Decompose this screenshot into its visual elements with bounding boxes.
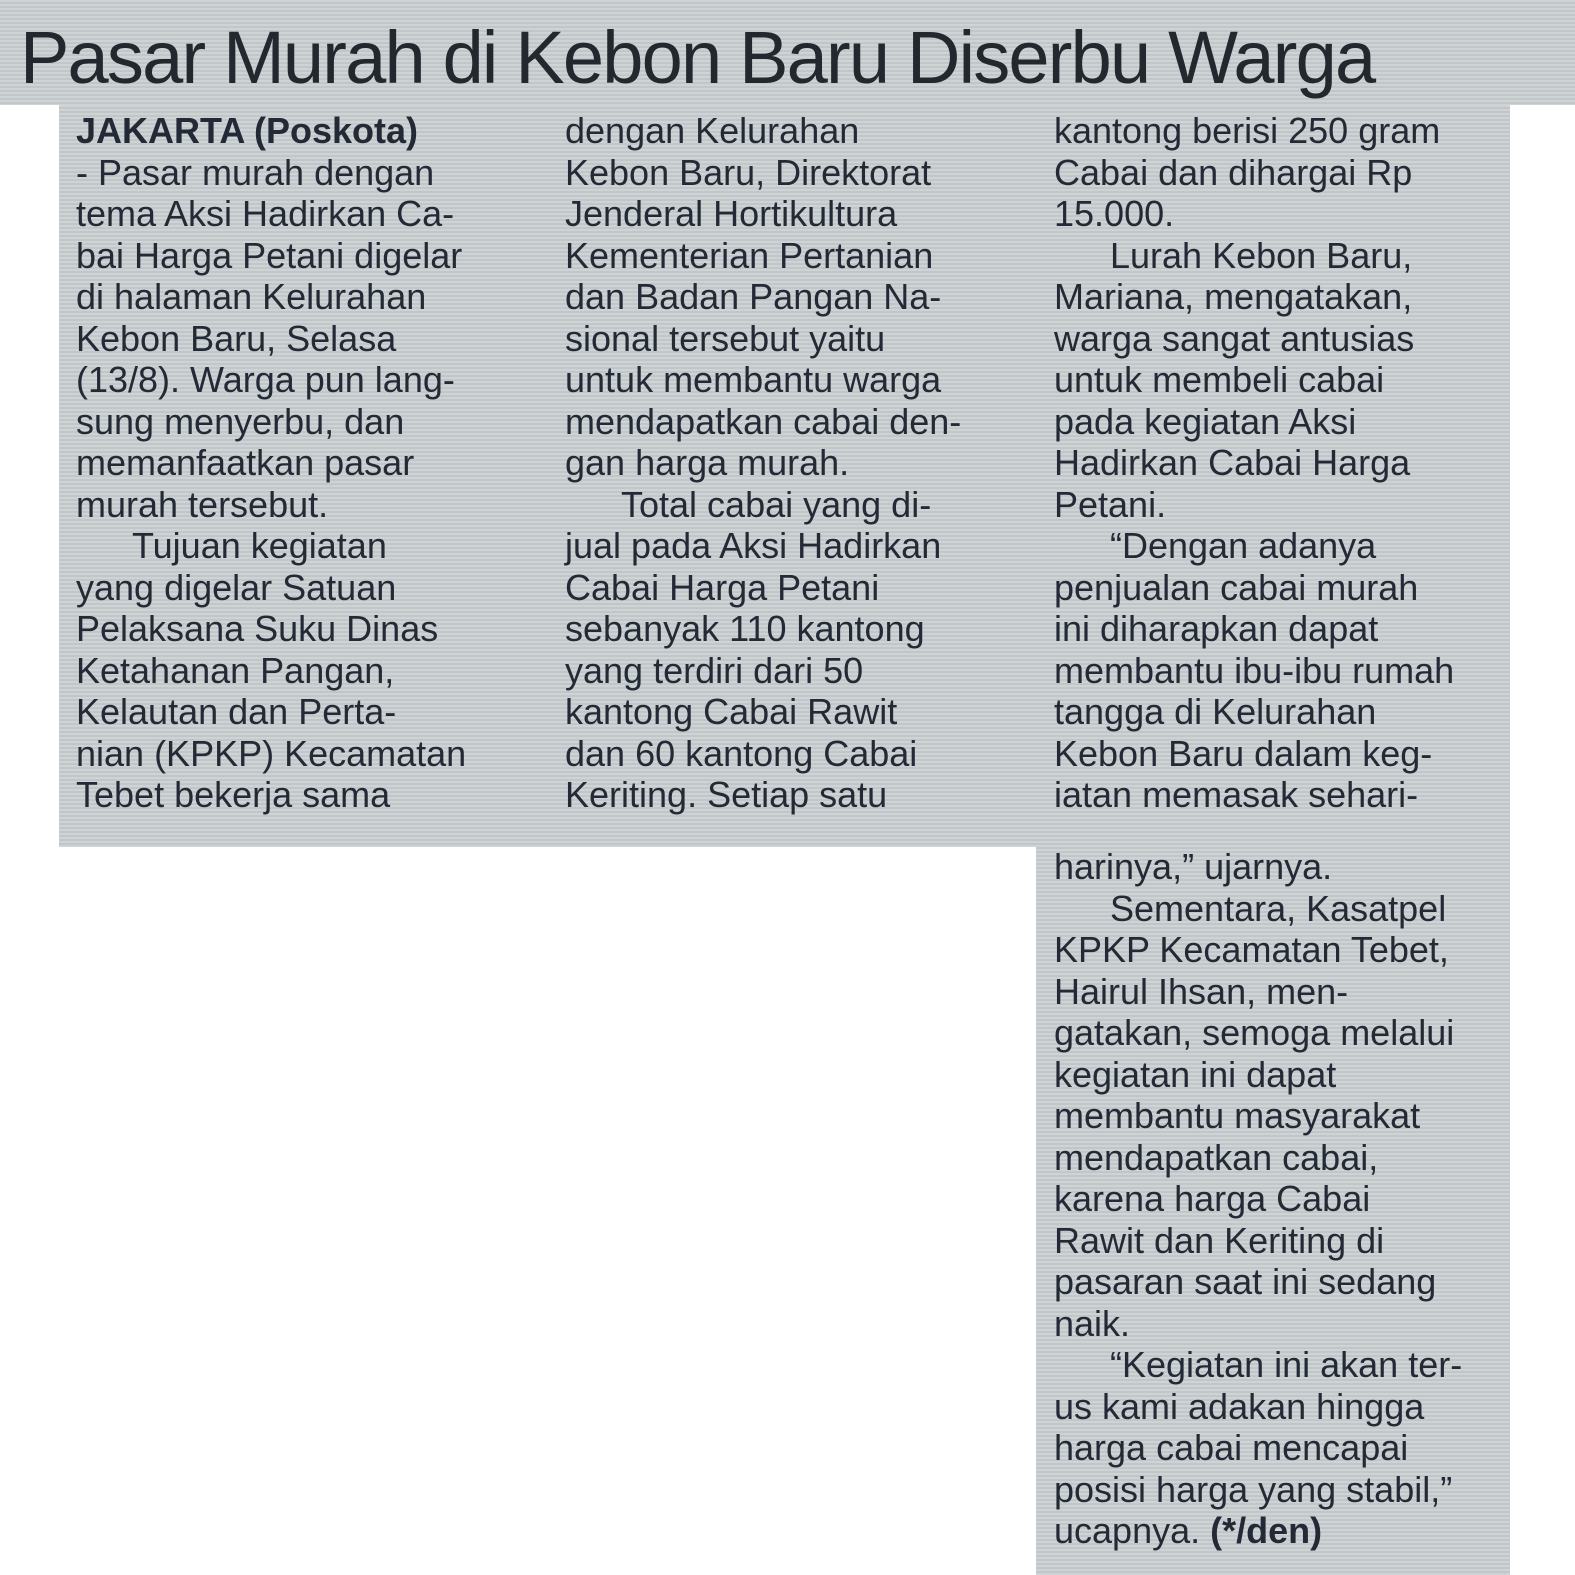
text-line: Pelaksana Suku Dinas [76, 608, 439, 649]
paragraph-start-line: Tujuan kegiatan [132, 525, 387, 566]
text-line: - Pasar murah dengan [76, 151, 435, 193]
text-line: Cabai dan dihargai Rp [1054, 151, 1413, 193]
article-column-1 [76, 110, 466, 816]
text-line: yang digelar Satuan [76, 566, 397, 608]
paragraph-start-line: Total cabai yang di- [621, 483, 932, 525]
article-column-3-top [1054, 110, 1454, 816]
text-line: iatan memasak sehari- [1054, 774, 1419, 815]
text-line: Tebet bekerja sama [76, 774, 391, 815]
text-line: tangga di Kelurahan [1054, 691, 1377, 732]
article-column-3-bottom [1054, 846, 1462, 1552]
text-line: jual pada Aksi Hadirkan [565, 525, 942, 566]
text-line: Kementerian Pertanian [565, 234, 934, 276]
text-line: mendapatkan cabai den- [565, 400, 962, 442]
text-line: Ketahanan Pangan, [76, 649, 395, 691]
text-line: Kebon Baru dalam keg- [1054, 732, 1433, 774]
text-line: warga sangat antusias [1054, 317, 1415, 359]
text-line: Kelautan dan Perta- [76, 691, 397, 732]
text-line: yang terdiri dari 50 [565, 649, 864, 691]
text-line: nian (KPKP) Kecamatan [76, 732, 467, 774]
text-line: sung menyerbu, dan [76, 400, 405, 442]
text-line: pasaran saat ini sedang [1054, 1261, 1437, 1302]
paragraph-start-line: “Dengan adanya [1110, 525, 1377, 566]
text-line: untuk membantu warga [565, 359, 942, 400]
text-line: penjualan cabai murah [1054, 566, 1419, 608]
text-line: di halaman Kelurahan [76, 276, 427, 317]
text-line: Mariana, mengatakan, [1054, 276, 1413, 317]
text-line: gatakan, semoga melalui [1054, 1012, 1455, 1053]
text-line: 15.000. [1054, 193, 1175, 234]
text-line: membantu ibu-ibu rumah [1054, 649, 1455, 691]
text-line: Keriting. Setiap satu [565, 774, 888, 815]
text-line: posisi harga yang stabil,” [1054, 1468, 1453, 1510]
paragraph-start-line: Sementara, Kasatpel [1110, 887, 1447, 929]
paragraph-start-line: Lurah Kebon Baru, [1110, 234, 1413, 276]
text-line: murah tersebut. [76, 483, 329, 525]
text-line: dan Badan Pangan Na- [565, 276, 942, 317]
text-line: ini diharapkan dapat [1054, 608, 1379, 649]
text-line: membantu masyarakat [1054, 1095, 1421, 1136]
text-line: naik. [1054, 1302, 1131, 1344]
text-line: karena harga Cabai [1054, 1178, 1371, 1219]
text-line: KPKP Kecamatan Tebet, [1054, 929, 1449, 970]
article-column-2 [565, 110, 961, 816]
text-line: kantong berisi 250 gram [1054, 110, 1441, 151]
text-line: kantong Cabai Rawit [565, 691, 898, 732]
text-line: dengan Kelurahan [565, 110, 860, 151]
text-line: Kebon Baru, Selasa [76, 317, 397, 359]
paragraph-start-line: “Kegiatan ini akan ter- [1110, 1344, 1463, 1385]
dateline: JAKARTA (Poskota) [76, 110, 419, 151]
article-headline: Pasar Murah di Kebon Baru Diserbu Warga [20, 16, 1375, 99]
text-line: gan harga murah. [565, 442, 850, 483]
text-line: memanfaatkan pasar [76, 442, 415, 483]
text-line: harinya,” ujarnya. [1054, 846, 1333, 887]
text-line: sebanyak 110 kantong [565, 608, 925, 649]
text-line: Rawit dan Keriting di [1054, 1219, 1385, 1261]
text-line: Cabai Harga Petani [565, 566, 880, 608]
final-text: ucapnya. [1054, 1510, 1201, 1551]
text-line: Kebon Baru, Direktorat [565, 151, 932, 193]
text-line: (13/8). Warga pun lang- [76, 359, 455, 400]
text-line: bai Harga Petani digelar [76, 234, 463, 276]
text-line: Jenderal Hortikultura [565, 193, 898, 234]
text-line: pada kegiatan Aksi [1054, 400, 1357, 442]
text-line: sional tersebut yaitu [565, 317, 886, 359]
byline: (*/den) [1210, 1510, 1323, 1551]
text-line: dan 60 kantong Cabai [565, 732, 918, 774]
text-line: mendapatkan cabai, [1054, 1136, 1379, 1178]
text-line: Hadirkan Cabai Harga [1054, 442, 1411, 483]
text-line: Petani. [1054, 483, 1167, 525]
text-line: kegiatan ini dapat [1054, 1053, 1337, 1095]
text-line: us kami adakan hingga [1054, 1385, 1425, 1427]
text-line: untuk membeli cabai [1054, 359, 1385, 400]
text-line: Hairul Ihsan, men- [1054, 970, 1349, 1012]
final-line [1054, 1510, 1462, 1552]
text-line: tema Aksi Hadirkan Ca- [76, 193, 455, 234]
text-line: harga cabai mencapai [1054, 1427, 1409, 1468]
